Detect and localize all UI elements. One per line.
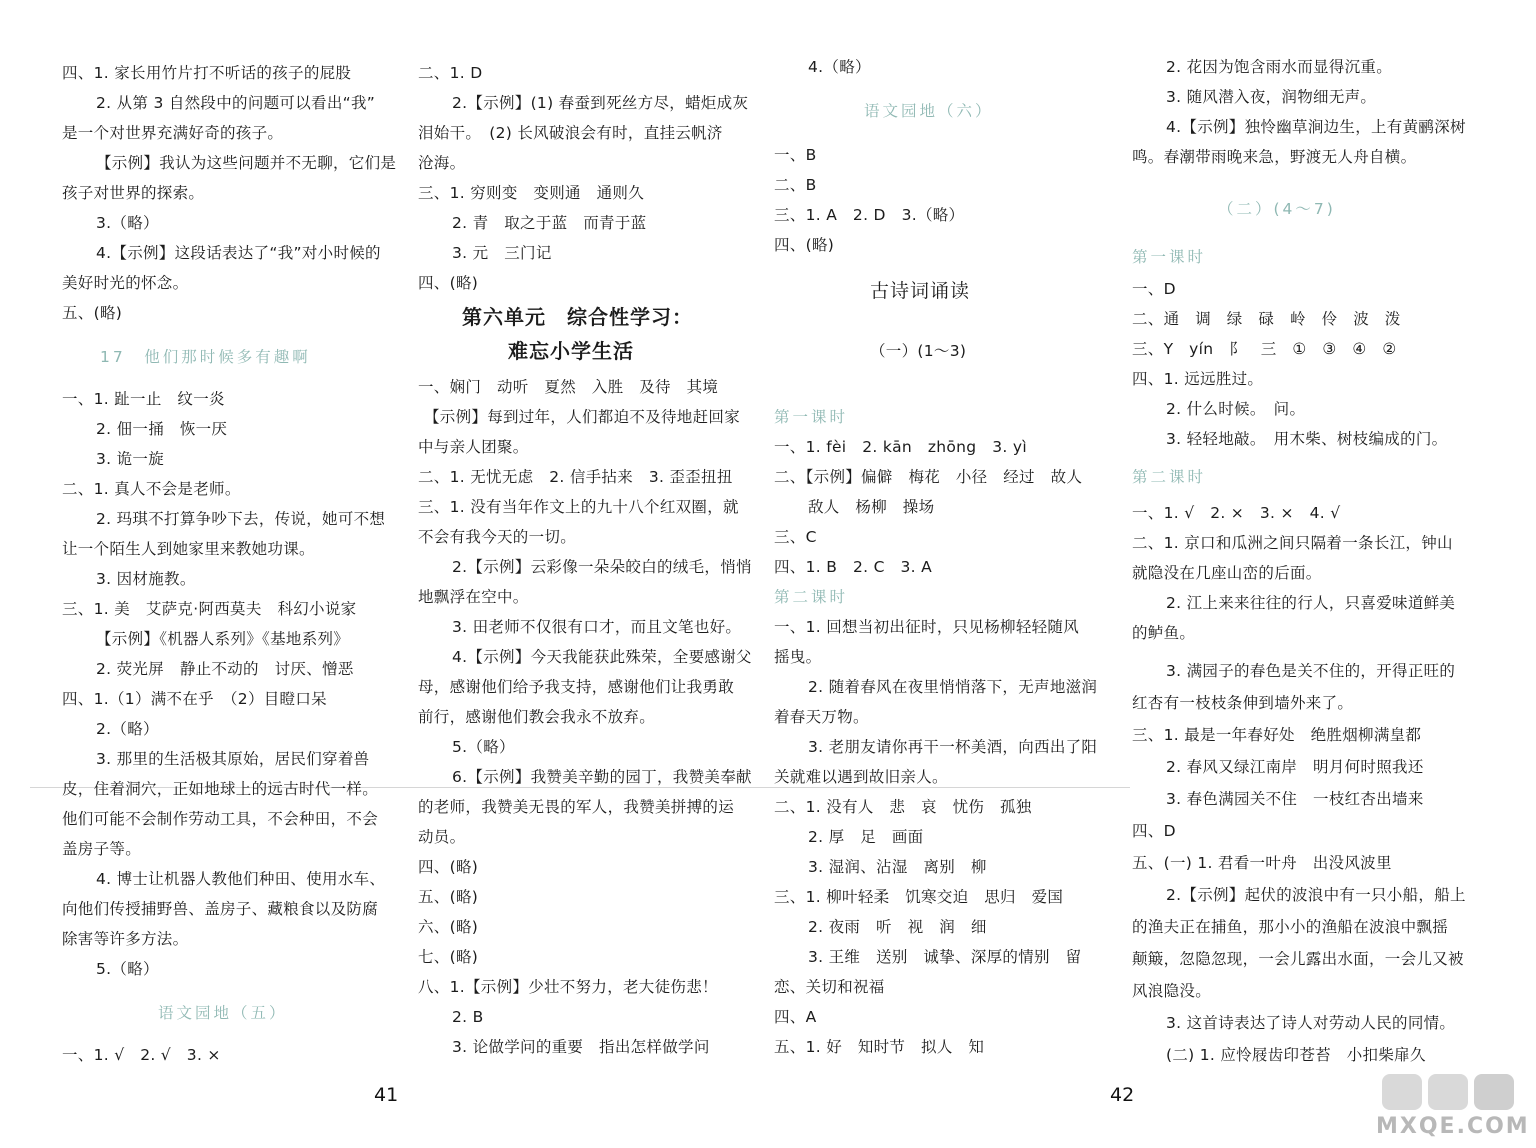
subsection-title: （一）(1～3) — [870, 342, 967, 360]
text-line: 二、【示例】偏僻 梅花 小径 经过 故人 — [774, 468, 1083, 486]
text-line: 四、1. 家长用竹片打不听话的孩子的屁股 — [62, 64, 352, 82]
text-line: 前行，感谢他们教会我永不放弃。 — [418, 708, 656, 726]
text-line: 3. 湿润、沾湿 离别 柳 — [808, 858, 987, 876]
text-line: 红杏有一枝枝条伸到墙外来了。 — [1132, 694, 1354, 712]
text-line: 6.【示例】我赞美辛勤的园丁，我赞美奉献 — [452, 768, 752, 786]
text-line: 颠簸，忽隐忽现，一会儿露出水面，一会儿又被 — [1132, 950, 1464, 968]
text-line: 皮，住着洞穴，正如地球上的远古时代一样。 — [62, 780, 379, 798]
text-line: 【示例】每到过年，人们都迫不及待地赶回家 — [424, 408, 741, 426]
lesson-period-label: 第一课时 — [1132, 248, 1207, 266]
text-line: 4. 博士让机器人教他们种田、使用水车、 — [96, 870, 386, 888]
text-line: 让一个陌生人到她家里来教她功课。 — [62, 540, 315, 558]
text-line: 三、Y yín 阝 三 ① ③ ④ ② — [1132, 340, 1397, 358]
text-line: 四、(略) — [774, 236, 835, 254]
text-line: 中与亲人团聚。 — [418, 438, 529, 456]
text-line: 摇曳。 — [774, 648, 822, 666]
text-line: 3. 这首诗表达了诗人对劳动人民的同情。 — [1166, 1014, 1456, 1032]
text-line: 七、(略) — [418, 948, 479, 966]
text-line: 2. 什么时候。 问。 — [1166, 400, 1306, 418]
text-line: 2. 佃一捅 恢一厌 — [96, 420, 228, 438]
text-line: 四、(略) — [418, 274, 479, 292]
watermark-logo — [1376, 1068, 1530, 1140]
text-line: 的老师，我赞美无畏的军人，我赞美拼搏的运 — [418, 798, 735, 816]
text-line: 三、1. 最是一年春好处 绝胜烟柳满皇都 — [1132, 726, 1422, 744]
text-line: 五、(略) — [62, 304, 123, 322]
text-line: 一、B — [774, 146, 817, 164]
text-line: 5.（略） — [96, 960, 159, 978]
watermark-text: MXQE.COM — [1376, 1114, 1530, 1139]
text-line: 四、(略) — [418, 858, 479, 876]
text-line: 2. 荧光屏 静止不动的 讨厌、憎恶 — [96, 660, 354, 678]
text-line: 3. 随风潜入夜，润物细无声。 — [1166, 88, 1377, 106]
text-line: 2. 厚 足 画面 — [808, 828, 924, 846]
text-line: 3. 论做学问的重要 指出怎样做学问 — [452, 1038, 710, 1056]
text-line: 三、1. 美 艾萨克·阿西莫夫 科幻小说家 — [62, 600, 357, 618]
text-line: 孩子对世界的探索。 — [62, 184, 205, 202]
lesson-period-label: 第一课时 — [774, 408, 849, 426]
text-line: 三、1. 穷则变 变则通 通则久 — [418, 184, 645, 202]
text-line: 2. 春风又绿江南岸 明月何时照我还 — [1166, 758, 1424, 776]
page-number-left: 41 — [374, 1084, 399, 1106]
text-line: 2. 玛琪不打算争吵下去，传说，她可不想 — [96, 510, 386, 528]
section-title: 古诗词诵读 — [870, 280, 971, 302]
text-line: 母，感谢他们给予我支持，感谢他们让我勇敢 — [418, 678, 735, 696]
lesson-heading: 17 他们那时候多有趣啊 — [100, 348, 311, 366]
text-line: 4.（略） — [808, 58, 871, 76]
text-line: 八、1.【示例】少壮不努力，老大徒伤悲！ — [418, 978, 718, 996]
text-line: 二、1. 京口和瓜洲之间只隔着一条长江，钟山 — [1132, 534, 1453, 552]
text-line: 五、(一) 1. 君看一叶舟 出没风波里 — [1132, 854, 1392, 872]
text-line: 四、1. 远远胜过。 — [1132, 370, 1264, 388]
text-line: 二、1. 真人不会是老师。 — [62, 480, 241, 498]
text-line: 2. B — [452, 1008, 484, 1026]
text-line: 地飘浮在空中。 — [418, 588, 529, 606]
unit-subheading: 难忘小学生活 — [508, 339, 634, 363]
text-line: 4.【示例】这段话表达了“我”对小时候的 — [96, 244, 381, 262]
text-line: 六、(略) — [418, 918, 479, 936]
text-line: 2. 青 取之于蓝 而青于蓝 — [452, 214, 647, 232]
text-line: (二) 1. 应怜屐齿印苍苔 小扣柴扉久 — [1166, 1046, 1426, 1064]
lesson-period-label: 第二课时 — [774, 588, 849, 606]
text-line: 五、(略) — [418, 888, 479, 906]
text-line: 3.（略） — [96, 214, 159, 232]
text-line: 一、1. 趾一止 纹一炎 — [62, 390, 225, 408]
text-line: 2. 夜雨 听 视 润 细 — [808, 918, 987, 936]
text-line: 敌人 杨柳 操场 — [808, 498, 935, 516]
text-line: 3. 元 三门记 — [452, 244, 552, 262]
text-line: 四、D — [1132, 822, 1176, 840]
text-line: 3. 满园子的春色是关不住的，开得正旺的 — [1166, 662, 1456, 680]
text-line: 就隐没在几座山峦的后面。 — [1132, 564, 1322, 582]
section-heading: 语文园地（五） — [158, 1004, 288, 1022]
text-line: 一、1. fèi 2. kān zhōng 3. yì — [774, 438, 1027, 456]
watermark-badge-icon — [1376, 1068, 1526, 1116]
text-line: 的渔夫正在捕鱼，那小小的渔船在波浪中飘摇 — [1132, 918, 1449, 936]
text-line: 三、C — [774, 528, 817, 546]
text-line: 一、1. 回想当初出征时，只见杨柳轻轻随风 — [774, 618, 1080, 636]
text-line: 着春天万物。 — [774, 708, 869, 726]
text-line: 3. 轻轻地敲。 用木柴、树枝编成的门。 — [1166, 430, 1448, 448]
text-line: 2. 花因为饱含雨水而显得沉重。 — [1166, 58, 1393, 76]
text-line: 二、1. 无忧无虑 2. 信手拈来 3. 歪歪扭扭 — [418, 468, 733, 486]
page-number-right: 42 — [1110, 1084, 1135, 1106]
text-line: 四、1.（1）满不在乎 （2）目瞪口呆 — [62, 690, 327, 708]
text-line: 【示例】我认为这些问题并不无聊，它们是 — [96, 154, 397, 172]
text-line: 三、1. A 2. D 3.（略） — [774, 206, 965, 224]
unit-heading: 第六单元 综合性学习： — [462, 305, 693, 329]
text-line: 3. 因材施教。 — [96, 570, 196, 588]
text-line: 盖房子等。 — [62, 840, 142, 858]
text-line: 2.【示例】云彩像一朵朵皎白的绒毛，悄悄 — [452, 558, 752, 576]
text-line: 2.【示例】起伏的波浪中有一只小船，船上 — [1166, 886, 1466, 904]
text-line: 动员。 — [418, 828, 466, 846]
text-line: 2.【示例】(1) 春蚕到死丝方尽，蜡炬成灰 — [452, 94, 749, 112]
section-heading: 语文园地（六） — [864, 102, 994, 120]
subsection-title: （二）(4～7) — [1218, 200, 1336, 218]
text-line: 一、1. √ 2. × 3. × 4. √ — [1132, 504, 1341, 522]
text-line: 四、A — [774, 1008, 817, 1026]
lesson-period-label: 第二课时 — [1132, 468, 1207, 486]
text-line: 泪始干。 (2) 长风破浪会有时，直挂云帆济 — [418, 124, 723, 142]
text-line: 不会有我今天的一切。 — [418, 528, 577, 546]
text-line: 二、1. D — [418, 64, 483, 82]
text-line: 恋、关切和祝福 — [774, 978, 885, 996]
text-line: 风浪隐没。 — [1132, 982, 1212, 1000]
text-line: 鸣。春潮带雨晚来急，野渡无人舟自横。 — [1132, 148, 1417, 166]
text-line: 4.【示例】今天我能获此殊荣，全要感谢父 — [452, 648, 752, 666]
text-line: 一、娴门 动听 夏然 入胜 及待 其境 — [418, 378, 719, 396]
text-line: 除害等许多方法。 — [62, 930, 189, 948]
text-line: 二、B — [774, 176, 817, 194]
text-line: 一、D — [1132, 280, 1176, 298]
text-line: 5.（略） — [452, 738, 515, 756]
text-line: 三、1. 没有当年作文上的九十八个红双圈，就 — [418, 498, 739, 516]
text-line: 三、1. 柳叶轻柔 饥寒交迫 思归 爱国 — [774, 888, 1064, 906]
text-line: 4.【示例】独怜幽草涧边生，上有黄鹂深树 — [1166, 118, 1466, 136]
text-line: 美好时光的怀念。 — [62, 274, 189, 292]
text-line: 3. 那里的生活极其原始，居民们穿着兽 — [96, 750, 370, 768]
text-line: 他们可能不会制作劳动工具，不会种田，不会 — [62, 810, 379, 828]
text-line: 3. 老朋友请你再干一杯美酒，向西出了阳 — [808, 738, 1098, 756]
text-line: 四、1. B 2. C 3. A — [774, 558, 933, 576]
text-line: 2. 从第 3 自然段中的问题可以看出“我” — [96, 94, 376, 112]
text-line: 3. 春色满园关不住 一枝红杏出墙来 — [1166, 790, 1424, 808]
text-line: 2.（略） — [96, 720, 159, 738]
text-line: 3. 诡一旋 — [96, 450, 165, 468]
text-line: 二、1. 没有人 悲 哀 忧伤 孤独 — [774, 798, 1032, 816]
text-line: 的鲈鱼。 — [1132, 624, 1196, 642]
text-line: 2. 江上来来往往的行人，只喜爱味道鲜美 — [1166, 594, 1456, 612]
text-line: 3. 田老师不仅很有口才，而且文笔也好。 — [452, 618, 742, 636]
text-line: 二、通 调 绿 碌 岭 伶 波 泼 — [1132, 310, 1401, 328]
text-line: 2. 随着春风在夜里悄悄落下，无声地滋润 — [808, 678, 1098, 696]
text-line: 关就难以遇到故旧亲人。 — [774, 768, 948, 786]
text-line: 【示例】《机器人系列》《基地系列》 — [96, 630, 350, 648]
text-line: 五、1. 好 知时节 拟人 知 — [774, 1038, 985, 1056]
text-line: 沧海。 — [418, 154, 466, 172]
text-line: 向他们传授捕野兽、盖房子、藏粮食以及防腐 — [62, 900, 379, 918]
text-line: 是一个对世界充满好奇的孩子。 — [62, 124, 284, 142]
text-line: 一、1. √ 2. √ 3. × — [62, 1046, 221, 1064]
text-line: 3. 王维 送别 诚挚、深厚的情别 留 — [808, 948, 1082, 966]
